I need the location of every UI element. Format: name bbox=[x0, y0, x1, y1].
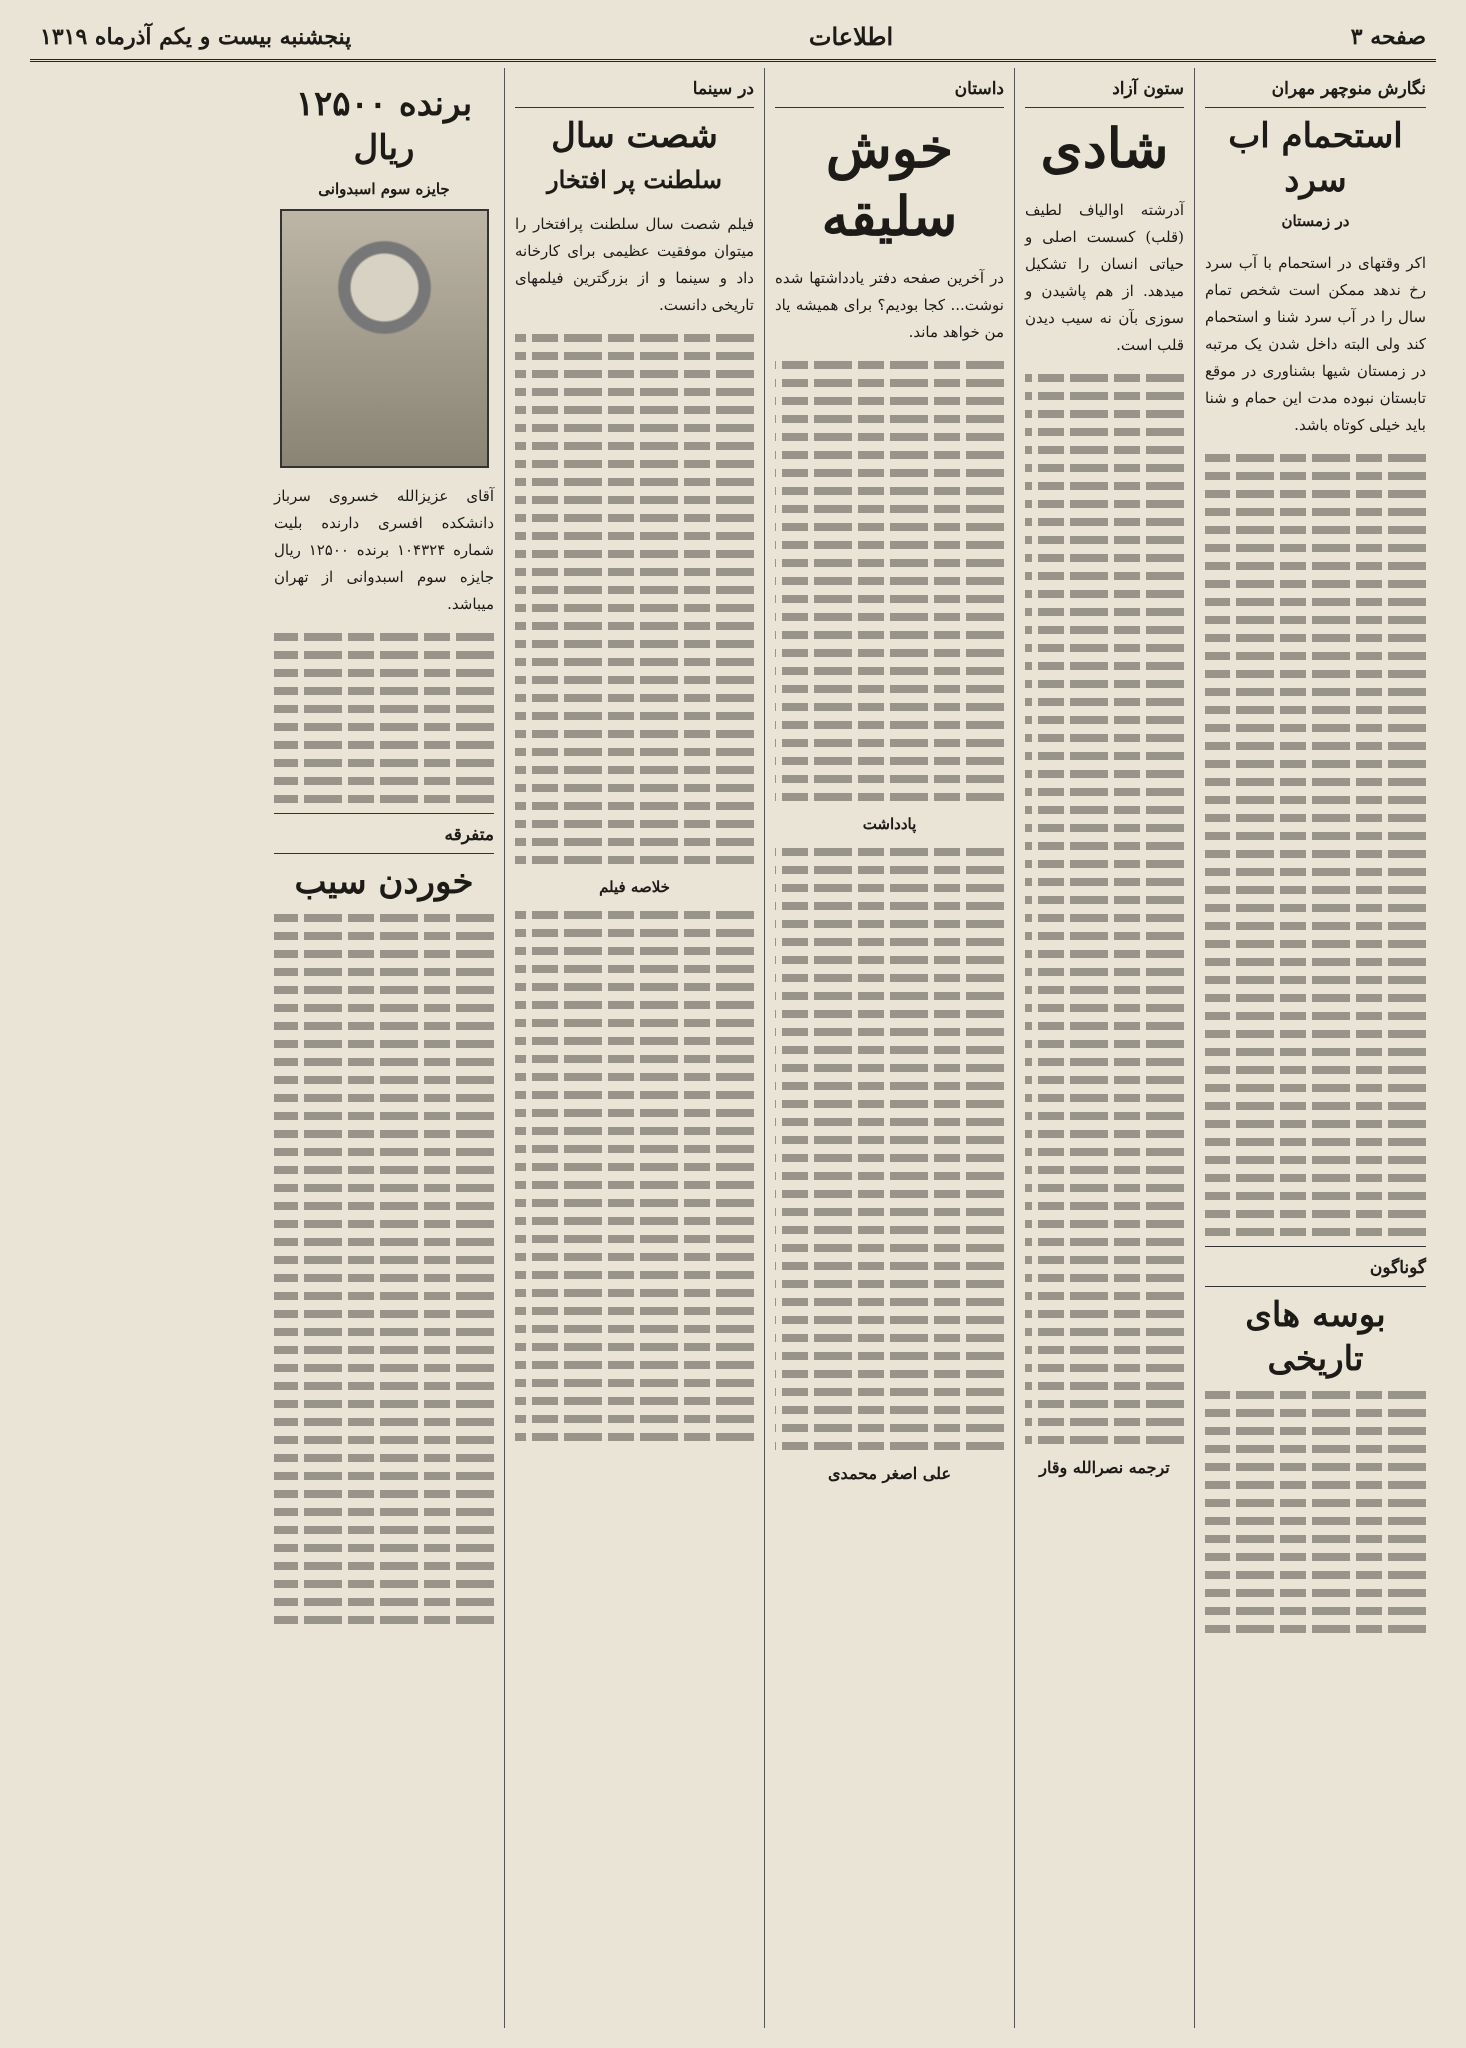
lottery-headline: برنده ۱۲۵۰۰ ریال bbox=[295, 84, 473, 168]
paper-name: اطلاعات bbox=[808, 22, 894, 51]
film-summary-body bbox=[515, 911, 754, 1441]
cold-bath-subtitle: در زمستان bbox=[1281, 212, 1350, 230]
lottery-caption: آقای عزیزالله خسروی سرباز دانشکده افسری دارنده بلیت شماره ۱۰۴۳۲۴ برنده ۱۲۵۰۰ ریال جایزه سوم اسبدوانی از تهران میباشد. bbox=[274, 487, 494, 613]
film-summary-heading: خلاصه فیلم bbox=[599, 878, 670, 896]
apple-body bbox=[274, 914, 494, 1624]
cold-bath-headline: استحمام اب سرد bbox=[1228, 116, 1403, 200]
cinema-lead: فیلم شصت سال سلطنت پرافتخار را میتوان موفقیت عظیمی برای کارخانه داد و سینما و از بزرگترین فیلمهای تاریخی دانست. bbox=[515, 215, 754, 314]
kisses-body bbox=[1205, 1391, 1426, 1633]
story-body-2 bbox=[775, 848, 1004, 1450]
column-cold-bath bbox=[1194, 68, 1436, 2028]
story-section-note: پادداشت bbox=[862, 815, 917, 833]
column-lottery bbox=[264, 68, 504, 2028]
cinema-body bbox=[515, 334, 754, 864]
lottery-body bbox=[274, 633, 494, 803]
cinema-subtitle: سلطنت پر افتخار bbox=[547, 165, 722, 194]
story-kicker: داستان bbox=[775, 76, 1004, 108]
lottery-subtitle: جایزه سوم اسبدوانی bbox=[318, 180, 450, 198]
winner-photo bbox=[280, 209, 489, 468]
story-body bbox=[775, 361, 1004, 801]
apple-headline: خوردن سیب bbox=[294, 862, 474, 902]
cinema-headline: شصت سال bbox=[551, 116, 718, 156]
joy-lead: آدرشته اوالیاف لطیف (قلب) کسست اصلی و حیاتی انسان را تشکیل میدهد. از هم پاشیدن و سوزی بآن نه سیب دیدن قلب است. bbox=[1025, 201, 1184, 354]
column-cinema bbox=[504, 68, 764, 2028]
misc-kicker: گوناگون bbox=[1205, 1255, 1426, 1287]
kisses-headline: بوسه های تاریخی bbox=[1245, 1295, 1386, 1379]
free-column-kicker: ستون آزاد bbox=[1025, 76, 1184, 108]
joy-body bbox=[1025, 374, 1184, 1444]
author-kicker: نگارش منوچهر مهران bbox=[1205, 76, 1426, 108]
joy-byline: ترجمه نصرالله وقار bbox=[1039, 1458, 1170, 1477]
issue-date: پنجشنبه بیست و یکم آذرماه ۱۳۱۹ bbox=[40, 23, 352, 50]
column-joy bbox=[1014, 68, 1194, 2028]
cold-bath-body bbox=[1205, 454, 1426, 1236]
joy-headline: شادی bbox=[1040, 116, 1169, 180]
columns bbox=[30, 68, 1436, 2028]
cinema-kicker: در سینما bbox=[515, 76, 754, 108]
cold-bath-lead: اکر وقتهای در استحمام با آب سرد رخ ندهد ممکن است شخص تمام سال را در آب سرد شنا و استحمام کند ولی البته داخل شدن یک مرتبه در زمستان شیها بشناوری در موقع تابستان نبوده مدت این حمام و شنا باید خیلی کوتاه باشد. bbox=[1205, 254, 1426, 434]
story-lead: در آخرین صفحه دفتر یادداشتها شده نوشت... کجا بودیم؟ برای همیشه یاد من خواهد ماند. bbox=[775, 269, 1004, 341]
story-headline: خوش سلیقه bbox=[821, 116, 958, 248]
page-number: صفحه ۳ bbox=[1350, 23, 1426, 50]
misc-section-kicker: متفرقه bbox=[274, 822, 494, 854]
masthead bbox=[30, 18, 1436, 62]
column-story bbox=[764, 68, 1014, 2028]
story-byline: علی اصغر محمدی bbox=[828, 1464, 951, 1483]
